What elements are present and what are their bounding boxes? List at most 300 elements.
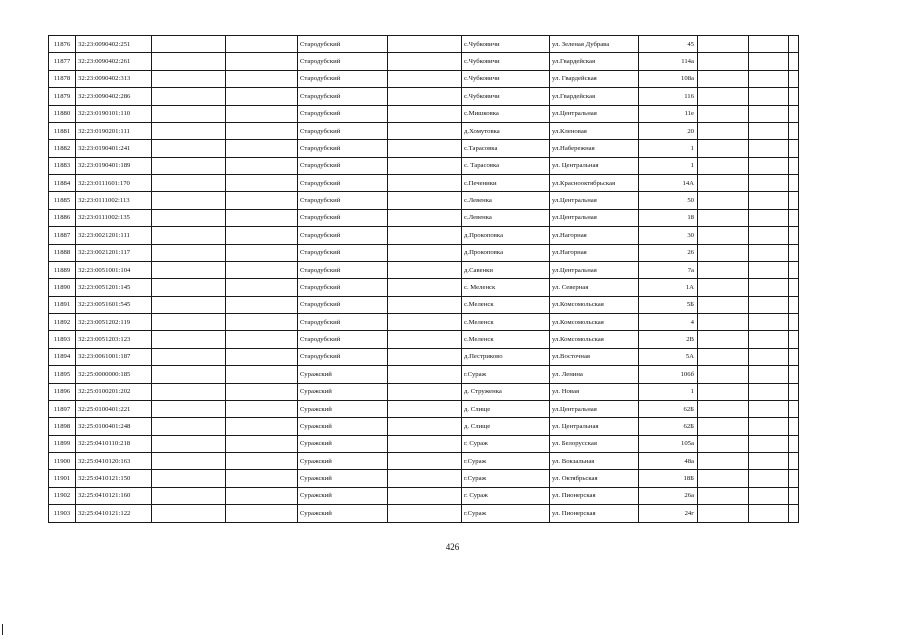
- empty-cell: [749, 435, 789, 452]
- empty-cell: [749, 122, 789, 139]
- cadastral-number-cell: 32:23:0190101:110: [76, 105, 152, 122]
- empty-cell: [152, 487, 226, 504]
- empty-cell: [152, 435, 226, 452]
- empty-cell: [152, 470, 226, 487]
- house-number-cell: 30: [639, 227, 698, 244]
- empty-cell: [388, 209, 462, 226]
- district-cell: Стародубский: [298, 296, 388, 313]
- settlement-cell: д.Прокоповка: [462, 244, 550, 261]
- house-number-cell: 45: [639, 36, 698, 53]
- empty-cell: [698, 244, 749, 261]
- empty-cell: [388, 105, 462, 122]
- settlement-cell: г.Сураж: [462, 470, 550, 487]
- district-cell: Стародубский: [298, 88, 388, 105]
- settlement-cell: с.Чубковичи: [462, 88, 550, 105]
- property-register-table: [48, 35, 799, 523]
- street-cell: ул.Центральная: [550, 400, 639, 417]
- house-number-cell: 14А: [639, 175, 698, 192]
- empty-cell: [749, 175, 789, 192]
- empty-cell: [698, 348, 749, 365]
- empty-cell: [698, 314, 749, 331]
- empty-cell: [749, 192, 789, 209]
- table-row: [49, 418, 799, 435]
- empty-cell: [789, 400, 799, 417]
- street-cell: ул.Нагорная: [550, 244, 639, 261]
- empty-cell: [698, 140, 749, 157]
- empty-cell: [749, 487, 789, 504]
- cadastral-number-cell: 32:23:0190401:241: [76, 140, 152, 157]
- district-cell: Стародубский: [298, 331, 388, 348]
- empty-cell: [789, 314, 799, 331]
- empty-cell: [388, 88, 462, 105]
- row-number-cell: 11901: [49, 470, 76, 487]
- district-cell: Стародубский: [298, 244, 388, 261]
- empty-cell: [789, 105, 799, 122]
- empty-cell: [789, 505, 799, 522]
- empty-cell: [749, 53, 789, 70]
- empty-cell: [152, 383, 226, 400]
- row-number-cell: 11891: [49, 296, 76, 313]
- empty-cell: [152, 53, 226, 70]
- empty-cell: [388, 261, 462, 278]
- row-number-cell: 11886: [49, 209, 76, 226]
- table-row: [49, 122, 799, 139]
- cadastral-number-cell: 32:25:0000000:185: [76, 366, 152, 383]
- street-cell: ул.Нагорная: [550, 227, 639, 244]
- table-row: [49, 105, 799, 122]
- street-cell: ул.Кленовая: [550, 122, 639, 139]
- house-number-cell: 18Б: [639, 470, 698, 487]
- row-number-cell: 11890: [49, 279, 76, 296]
- house-number-cell: 114а: [639, 53, 698, 70]
- empty-cell: [388, 314, 462, 331]
- empty-cell: [749, 88, 789, 105]
- street-cell: ул. Пионерская: [550, 487, 639, 504]
- table-row: [49, 140, 799, 157]
- house-number-cell: 4: [639, 314, 698, 331]
- street-cell: ул.Центральная: [550, 261, 639, 278]
- empty-cell: [749, 331, 789, 348]
- table-row: [49, 88, 799, 105]
- district-cell: Суражский: [298, 470, 388, 487]
- empty-cell: [388, 348, 462, 365]
- empty-cell: [388, 331, 462, 348]
- empty-cell: [698, 366, 749, 383]
- empty-cell: [698, 470, 749, 487]
- empty-cell: [388, 175, 462, 192]
- empty-cell: [388, 140, 462, 157]
- settlement-cell: д. Струженка: [462, 383, 550, 400]
- row-number-cell: 11900: [49, 453, 76, 470]
- empty-cell: [789, 36, 799, 53]
- empty-cell: [789, 470, 799, 487]
- street-cell: ул. Вокзальная: [550, 453, 639, 470]
- empty-cell: [789, 157, 799, 174]
- empty-cell: [388, 470, 462, 487]
- empty-cell: [698, 175, 749, 192]
- empty-cell: [152, 175, 226, 192]
- house-number-cell: 108а: [639, 70, 698, 87]
- house-number-cell: 116: [639, 88, 698, 105]
- cadastral-number-cell: 32:23:0111601:170: [76, 175, 152, 192]
- empty-cell: [152, 209, 226, 226]
- empty-cell: [388, 505, 462, 522]
- table-row: [49, 296, 799, 313]
- settlement-cell: с.Левенка: [462, 192, 550, 209]
- district-cell: Стародубский: [298, 261, 388, 278]
- empty-cell: [226, 296, 298, 313]
- district-cell: Стародубский: [298, 209, 388, 226]
- house-number-cell: 1: [639, 157, 698, 174]
- district-cell: Суражский: [298, 435, 388, 452]
- empty-cell: [388, 418, 462, 435]
- row-number-cell: 11880: [49, 105, 76, 122]
- empty-cell: [152, 227, 226, 244]
- settlement-cell: с.Чубковичи: [462, 70, 550, 87]
- table-row: [49, 487, 799, 504]
- empty-cell: [388, 192, 462, 209]
- empty-cell: [226, 36, 298, 53]
- empty-cell: [698, 261, 749, 278]
- cadastral-number-cell: 32:23:0051601:545: [76, 296, 152, 313]
- house-number-cell: 24г: [639, 505, 698, 522]
- district-cell: Суражский: [298, 505, 388, 522]
- empty-cell: [749, 261, 789, 278]
- empty-cell: [226, 400, 298, 417]
- house-number-cell: 105а: [639, 435, 698, 452]
- empty-cell: [789, 227, 799, 244]
- district-cell: Стародубский: [298, 70, 388, 87]
- empty-cell: [749, 279, 789, 296]
- table-row: [49, 435, 799, 452]
- empty-cell: [789, 244, 799, 261]
- empty-cell: [789, 331, 799, 348]
- empty-cell: [152, 296, 226, 313]
- empty-cell: [789, 261, 799, 278]
- empty-cell: [698, 36, 749, 53]
- table-row: [49, 70, 799, 87]
- empty-cell: [152, 192, 226, 209]
- street-cell: ул. Центральная: [550, 157, 639, 174]
- empty-cell: [698, 192, 749, 209]
- empty-cell: [789, 88, 799, 105]
- table-row: [49, 314, 799, 331]
- table-row: [49, 400, 799, 417]
- settlement-cell: с.Чубковичи: [462, 36, 550, 53]
- cadastral-number-cell: 32:23:0111002:135: [76, 209, 152, 226]
- table-row: [49, 348, 799, 365]
- district-cell: Стародубский: [298, 122, 388, 139]
- empty-cell: [698, 279, 749, 296]
- empty-cell: [226, 122, 298, 139]
- street-cell: ул.Комсомольская: [550, 314, 639, 331]
- table-row: [49, 192, 799, 209]
- row-number-cell: 11882: [49, 140, 76, 157]
- empty-cell: [749, 505, 789, 522]
- district-cell: Стародубский: [298, 53, 388, 70]
- table-row: [49, 331, 799, 348]
- house-number-cell: 2В: [639, 331, 698, 348]
- empty-cell: [749, 400, 789, 417]
- house-number-cell: 106б: [639, 366, 698, 383]
- empty-cell: [152, 279, 226, 296]
- empty-cell: [698, 227, 749, 244]
- empty-cell: [698, 435, 749, 452]
- district-cell: Суражский: [298, 400, 388, 417]
- settlement-cell: с.Чубковичи: [462, 53, 550, 70]
- cadastral-number-cell: 32:25:0410121:150: [76, 470, 152, 487]
- empty-cell: [698, 453, 749, 470]
- empty-cell: [749, 140, 789, 157]
- street-cell: ул. Центральная: [550, 418, 639, 435]
- cadastral-number-cell: 32:25:0410120:163: [76, 453, 152, 470]
- row-number-cell: 11902: [49, 487, 76, 504]
- empty-cell: [152, 348, 226, 365]
- empty-cell: [226, 505, 298, 522]
- street-cell: ул.Краснооктябрьская: [550, 175, 639, 192]
- district-cell: Суражский: [298, 453, 388, 470]
- cadastral-number-cell: 32:23:0021201:117: [76, 244, 152, 261]
- street-cell: ул.Набережная: [550, 140, 639, 157]
- cadastral-number-cell: 32:23:0051001:104: [76, 261, 152, 278]
- empty-cell: [152, 70, 226, 87]
- empty-cell: [152, 314, 226, 331]
- row-number-cell: 11877: [49, 53, 76, 70]
- settlement-cell: д.Прокоповка: [462, 227, 550, 244]
- empty-cell: [749, 105, 789, 122]
- street-cell: ул. Белорусская: [550, 435, 639, 452]
- empty-cell: [749, 244, 789, 261]
- empty-cell: [749, 348, 789, 365]
- table-row: [49, 383, 799, 400]
- empty-cell: [226, 105, 298, 122]
- district-cell: Суражский: [298, 487, 388, 504]
- scan-mark: [2, 624, 3, 635]
- empty-cell: [789, 70, 799, 87]
- empty-cell: [698, 296, 749, 313]
- row-number-cell: 11879: [49, 88, 76, 105]
- settlement-cell: д. Слище: [462, 418, 550, 435]
- empty-cell: [226, 453, 298, 470]
- empty-cell: [789, 122, 799, 139]
- table-row: [49, 366, 799, 383]
- settlement-cell: д.Савенки: [462, 261, 550, 278]
- house-number-cell: 7а: [639, 261, 698, 278]
- empty-cell: [226, 331, 298, 348]
- empty-cell: [388, 366, 462, 383]
- empty-cell: [698, 331, 749, 348]
- empty-cell: [388, 122, 462, 139]
- empty-cell: [749, 314, 789, 331]
- table-row: [49, 157, 799, 174]
- empty-cell: [152, 366, 226, 383]
- empty-cell: [152, 261, 226, 278]
- empty-cell: [388, 70, 462, 87]
- table-row: [49, 261, 799, 278]
- settlement-cell: д. Слище: [462, 400, 550, 417]
- settlement-cell: д.Хомутовка: [462, 122, 550, 139]
- empty-cell: [226, 140, 298, 157]
- empty-cell: [226, 53, 298, 70]
- empty-cell: [749, 157, 789, 174]
- settlement-cell: с. Меленск: [462, 279, 550, 296]
- table-row: [49, 209, 799, 226]
- house-number-cell: 50: [639, 192, 698, 209]
- empty-cell: [749, 383, 789, 400]
- cadastral-number-cell: 32:23:0190201:111: [76, 122, 152, 139]
- cadastral-number-cell: 32:23:0090402:261: [76, 53, 152, 70]
- settlement-cell: с.Тарасовка: [462, 140, 550, 157]
- cadastral-number-cell: 32:23:0090402:286: [76, 88, 152, 105]
- empty-cell: [226, 487, 298, 504]
- empty-cell: [152, 400, 226, 417]
- empty-cell: [226, 261, 298, 278]
- empty-cell: [388, 383, 462, 400]
- empty-cell: [698, 70, 749, 87]
- house-number-cell: 1: [639, 383, 698, 400]
- empty-cell: [749, 366, 789, 383]
- street-cell: ул.Гвардейская: [550, 88, 639, 105]
- street-cell: ул. Северная: [550, 279, 639, 296]
- street-cell: ул.Комсомольская: [550, 331, 639, 348]
- empty-cell: [749, 36, 789, 53]
- cadastral-number-cell: 32:25:0100401:248: [76, 418, 152, 435]
- street-cell: ул. Новая: [550, 383, 639, 400]
- empty-cell: [388, 487, 462, 504]
- empty-cell: [789, 366, 799, 383]
- table-row: [49, 36, 799, 53]
- row-number-cell: 11899: [49, 435, 76, 452]
- table-row: [49, 470, 799, 487]
- row-number-cell: 11881: [49, 122, 76, 139]
- empty-cell: [388, 435, 462, 452]
- row-number-cell: 11896: [49, 383, 76, 400]
- empty-cell: [388, 400, 462, 417]
- empty-cell: [226, 418, 298, 435]
- cadastral-number-cell: 32:23:0051201:145: [76, 279, 152, 296]
- street-cell: ул. Гвардейская: [550, 70, 639, 87]
- cadastral-number-cell: 32:23:0090402:251: [76, 36, 152, 53]
- cadastral-number-cell: 32:23:0021201:111: [76, 227, 152, 244]
- row-number-cell: 11898: [49, 418, 76, 435]
- empty-cell: [749, 418, 789, 435]
- empty-cell: [789, 192, 799, 209]
- district-cell: Стародубский: [298, 348, 388, 365]
- settlement-cell: г.Сураж: [462, 366, 550, 383]
- district-cell: Стародубский: [298, 279, 388, 296]
- empty-cell: [789, 383, 799, 400]
- table-row: [49, 453, 799, 470]
- district-cell: Стародубский: [298, 157, 388, 174]
- house-number-cell: 5Б: [639, 296, 698, 313]
- empty-cell: [698, 418, 749, 435]
- table-row: [49, 175, 799, 192]
- row-number-cell: 11885: [49, 192, 76, 209]
- empty-cell: [226, 348, 298, 365]
- row-number-cell: 11883: [49, 157, 76, 174]
- empty-cell: [698, 105, 749, 122]
- empty-cell: [698, 383, 749, 400]
- street-cell: ул. Ленина: [550, 366, 639, 383]
- empty-cell: [226, 88, 298, 105]
- empty-cell: [226, 470, 298, 487]
- empty-cell: [226, 157, 298, 174]
- empty-cell: [789, 296, 799, 313]
- empty-cell: [226, 279, 298, 296]
- empty-cell: [698, 157, 749, 174]
- district-cell: Суражский: [298, 383, 388, 400]
- empty-cell: [152, 453, 226, 470]
- empty-cell: [388, 157, 462, 174]
- empty-cell: [749, 470, 789, 487]
- row-number-cell: 11895: [49, 366, 76, 383]
- district-cell: Суражский: [298, 366, 388, 383]
- empty-cell: [789, 348, 799, 365]
- empty-cell: [388, 227, 462, 244]
- empty-cell: [749, 70, 789, 87]
- cadastral-number-cell: 32:25:0100201:202: [76, 383, 152, 400]
- empty-cell: [749, 453, 789, 470]
- row-number-cell: 11878: [49, 70, 76, 87]
- settlement-cell: с.Меленск: [462, 314, 550, 331]
- row-number-cell: 11893: [49, 331, 76, 348]
- street-cell: ул. Октябрьская: [550, 470, 639, 487]
- settlement-cell: г.Сураж: [462, 453, 550, 470]
- street-cell: ул. Зеленая Дубрава: [550, 36, 639, 53]
- empty-cell: [789, 140, 799, 157]
- empty-cell: [388, 296, 462, 313]
- row-number-cell: 11887: [49, 227, 76, 244]
- house-number-cell: 1А: [639, 279, 698, 296]
- house-number-cell: 18: [639, 209, 698, 226]
- empty-cell: [226, 175, 298, 192]
- cadastral-number-cell: 32:23:0111002:113: [76, 192, 152, 209]
- empty-cell: [152, 244, 226, 261]
- empty-cell: [698, 122, 749, 139]
- table-row: [49, 505, 799, 522]
- cadastral-number-cell: 32:25:0100401:221: [76, 400, 152, 417]
- empty-cell: [226, 70, 298, 87]
- empty-cell: [152, 418, 226, 435]
- empty-cell: [789, 53, 799, 70]
- row-number-cell: 11884: [49, 175, 76, 192]
- house-number-cell: 62Б: [639, 418, 698, 435]
- empty-cell: [388, 279, 462, 296]
- row-number-cell: 11894: [49, 348, 76, 365]
- empty-cell: [152, 105, 226, 122]
- house-number-cell: 5А: [639, 348, 698, 365]
- table-row: [49, 279, 799, 296]
- street-cell: ул.Гвардейская: [550, 53, 639, 70]
- empty-cell: [152, 140, 226, 157]
- cadastral-number-cell: 32:23:0061001:187: [76, 348, 152, 365]
- register-table-body: [49, 36, 799, 523]
- page-number: 426: [445, 542, 460, 552]
- row-number-cell: 11888: [49, 244, 76, 261]
- cadastral-number-cell: 32:23:0190401:189: [76, 157, 152, 174]
- cadastral-number-cell: 32:25:0410121:160: [76, 487, 152, 504]
- street-cell: ул.Восточная: [550, 348, 639, 365]
- settlement-cell: с.Левенка: [462, 209, 550, 226]
- house-number-cell: 62Б: [639, 400, 698, 417]
- district-cell: Стародубский: [298, 105, 388, 122]
- settlement-cell: с.Печеники: [462, 175, 550, 192]
- row-number-cell: 11903: [49, 505, 76, 522]
- empty-cell: [698, 88, 749, 105]
- empty-cell: [226, 209, 298, 226]
- settlement-cell: д.Пестриково: [462, 348, 550, 365]
- empty-cell: [152, 331, 226, 348]
